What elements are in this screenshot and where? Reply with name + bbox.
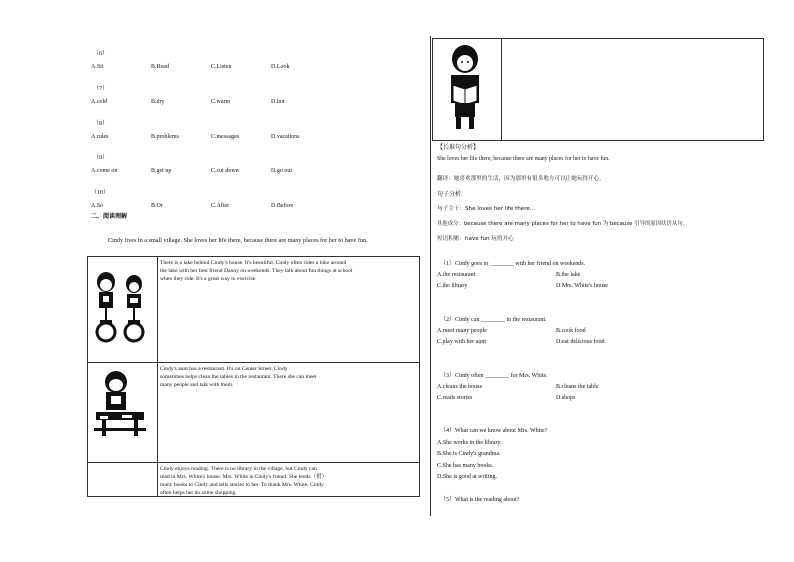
table-row-divider <box>87 362 420 363</box>
question-number: （9） <box>93 155 109 161</box>
option-d: D.Before <box>271 203 294 209</box>
question-number: （10） <box>91 190 110 196</box>
analysis-heading: 句子分析 <box>437 191 462 198</box>
table-column-divider <box>157 256 158 497</box>
q1-option-c: C.the library <box>437 283 468 289</box>
q4-option-c: C.She has many books. <box>437 463 494 469</box>
reading-paragraph-reading: Cindy enjoys reading. There is no library in the village, but Cindy can read in Mrs. White's house. Mrs. White is Cindy's friend. She lends（借） many books to Cindy and tells stories to her. To thank Mrs. White, Cindy often helps her do some shopping. <box>160 466 328 496</box>
girl-cleaning-table-image <box>92 370 148 440</box>
analysis-title: 【长难句分析】 <box>437 144 480 151</box>
column-divider <box>430 36 431 516</box>
option-d: D.Look <box>271 64 290 70</box>
q1-option-b: B.the lake <box>556 272 581 278</box>
option-b: B.problems <box>151 134 179 140</box>
question-number: （8） <box>93 121 109 127</box>
option-a: A.rules <box>91 134 109 140</box>
q3-option-c: C.reads stories <box>437 395 473 401</box>
option-a: A.come on <box>91 168 118 174</box>
question-3: （3）Cindy often ________ for Mrs. White. <box>440 373 548 379</box>
girl-reading-book-image <box>443 45 487 131</box>
kids-riding-bikes-image <box>90 270 152 346</box>
q1-option-d: D.Mrs. White's house <box>556 283 608 289</box>
section-title: 二、阅读理解 <box>91 213 128 220</box>
option-c: C.After <box>211 203 230 209</box>
other-components: 其他成分：because there are many places for her to have fun 为 because 引导的原因状语从句。 <box>437 221 689 227</box>
question-number: （7） <box>93 86 109 92</box>
q4-option-a: A.She works in the library. <box>437 440 502 446</box>
q4-option-b: B.She is Cindy's grandma. <box>437 451 501 457</box>
option-d: D.go out <box>271 168 292 174</box>
option-c: C.messages <box>211 134 240 140</box>
question-4: （4）What can we know about Mrs. White? <box>440 428 548 434</box>
question-1: （1）Cindy goes to ________ with her friend on weekends. <box>440 261 586 267</box>
main-clause: 句子主干：She loves her life there... <box>437 206 536 212</box>
analysis-sentence: She loves her life there, because there are many places for her to have fun. <box>437 156 610 162</box>
option-a: A.cold <box>91 99 108 105</box>
table-row-divider <box>87 462 420 463</box>
q2-option-b: B.cook food <box>556 328 586 334</box>
q3-option-d: D.shops <box>556 395 576 401</box>
option-c: C.warm <box>211 99 231 105</box>
option-d: D.hot <box>271 99 285 105</box>
q2-option-d: D.eat delicious food <box>556 339 605 345</box>
q4-option-d: D.She is good at writing. <box>437 474 497 480</box>
reading-intro: Cindy lives in a small village. She loves her life there, because there are many places for her to have fun. <box>108 237 368 244</box>
reading-paragraph-restaurant: Cindy's aunt has a restaurant. It's on Center Street. Cindy sometimes helps clean the tables in the restaurant. There she can meet many people and talk with them. <box>160 366 317 388</box>
option-b: B.Read <box>151 64 169 70</box>
q2-option-c: C.play with her aunt <box>437 339 486 345</box>
q3-option-a: A.cleans the house <box>437 384 483 390</box>
phrase-accumulation: 短语积累：have fun 玩得开心 <box>437 236 514 242</box>
option-c: C.Listen <box>211 64 232 70</box>
translation: 翻译：她喜欢那里的生活，因为那里有很多地方可以让她玩得开心。 <box>437 176 605 182</box>
q3-option-b: B.cleans the table <box>556 384 599 390</box>
table-column-divider <box>501 38 502 141</box>
option-a: A.Sit <box>91 64 104 70</box>
q2-option-a: A.meet many people <box>437 328 487 334</box>
question-number: （6） <box>93 51 109 57</box>
option-d: D.vacations <box>271 134 300 140</box>
question-2: （2）Cindy can ________ in the restaurant. <box>440 317 547 323</box>
option-b: B.get up <box>151 168 172 174</box>
option-a: A.So <box>91 203 104 209</box>
option-b: B.dry <box>151 99 165 105</box>
q1-option-a: A.the restaurant <box>437 272 476 278</box>
option-c: C.cut down <box>211 168 239 174</box>
option-b: B.Or <box>151 203 163 209</box>
reading-paragraph-lake: There is a lake behind Cindy's house. It's beautiful. Cindy often rides a bike around the lake with her best friend Danny on weekends. They talk about fun things at school when they ride. It's a great way to exercise. <box>160 260 353 282</box>
question-5: （5）What is the reading about? <box>440 497 520 503</box>
